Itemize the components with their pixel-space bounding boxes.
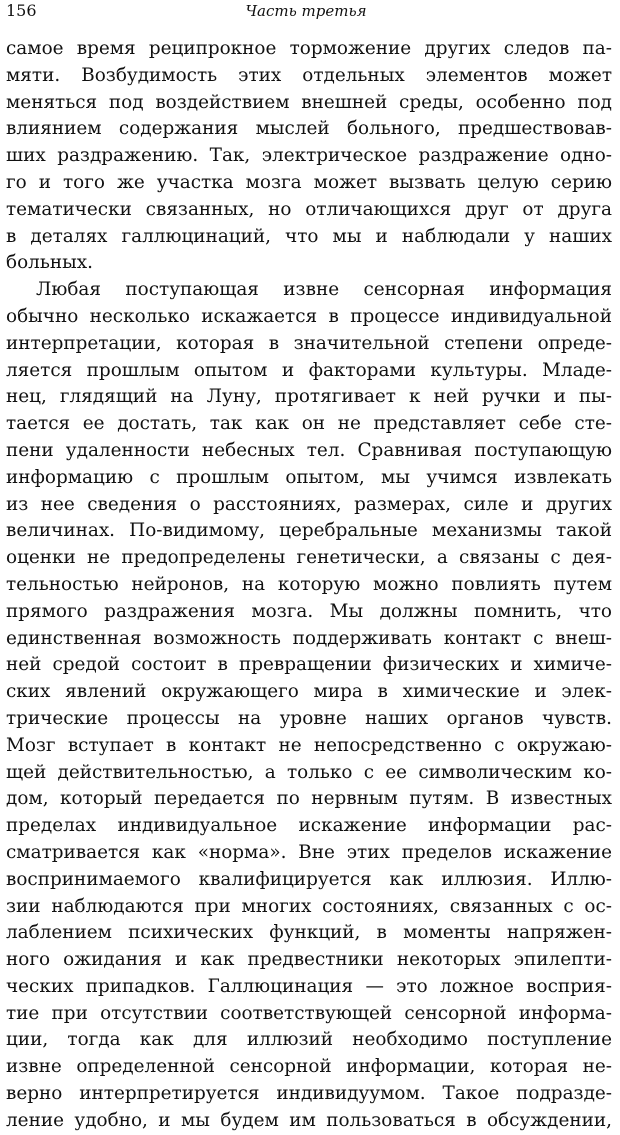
text-line: извне определенной сенсорной информации, которая не- [6, 1056, 612, 1078]
text-line: больных. [6, 252, 93, 274]
page-number: 156 [6, 1, 37, 20]
body-text [6, 36, 612, 1135]
text-line: единственная возможность поддерживать контакт с внеш- [6, 627, 612, 649]
text-line: воспринимаемого квалифицируется как иллюзия. Иллю- [6, 868, 612, 890]
text-line: лаблением психических функций, в моменты напряжен- [6, 922, 612, 944]
text-line: трические процессы на уровне наших органов чувств. [6, 707, 612, 729]
paragraph-1 [6, 36, 612, 277]
text-line: пени удаленности небесных тел. Сравнивая поступающую [6, 439, 612, 461]
text-line: величинах. По-видимому, церебральные механизмы такой [6, 520, 612, 542]
text-line: тельностью нейронов, на которую можно повлиять путем [6, 573, 612, 595]
text-line: ляется прошлым опытом и факторами культуры. Младе- [6, 359, 612, 381]
text-line: ческих припадков. Галлюцинация — это ложное восприя- [6, 975, 612, 997]
text-line: ции, тогда как для иллюзий необходимо поступление [6, 1029, 612, 1051]
running-head: Часть третья [245, 2, 367, 20]
text-line: тематически связанных, но отличающихся друг от друга [6, 198, 612, 220]
text-line: информацию с прошлым опытом, мы учимся извлекать [6, 466, 612, 488]
text-line: обычно несколько искажается в процессе индивидуальной [6, 305, 612, 327]
text-line: пределах индивидуальное искажение информации рас- [6, 815, 612, 837]
text-line: тие при отсутствии соответствующей сенсорной информа- [6, 1002, 612, 1024]
text-line: зии наблюдаются при многих состояниях, связанных с ос- [6, 895, 612, 917]
text-line: самое время реципрокное торможение других следов па- [6, 38, 612, 59]
text-line: оценки не предопределены генетически, а связаны с дея- [6, 547, 612, 569]
text-line: ление удобно, и мы будем им пользоваться в обсуждении, [6, 1109, 612, 1131]
text-line: дом, который передается по нервным путям. В известных [6, 788, 612, 810]
text-line: влиянием содержания мыслей больного, предшествовав- [6, 118, 612, 140]
page-header [6, 0, 606, 24]
text-line: нец, глядящий на Луну, протягивает к ней ручки и пы- [6, 386, 612, 408]
text-line: тается ее достать, так как он не представляет себе сте- [6, 413, 612, 435]
text-line: мяти. Возбудимость этих отдельных элементов может [6, 64, 612, 86]
text-line: Мозг вступает в контакт не непосредственно с окружаю- [6, 734, 612, 756]
text-line: прямого раздражения мозга. Мы должны помнить, что [6, 600, 612, 622]
text-line: ских явлений окружающего мира в химические и элек- [6, 681, 612, 703]
text-line: ного ожидания и как предвестники некоторых эпилепти- [6, 949, 612, 971]
text-line: сматривается как «норма». Вне этих пределов искажение [6, 841, 612, 863]
text-line: Любая поступающая извне сенсорная информация [36, 279, 612, 301]
text-line: ней средой состоит в превращении физических и химиче- [6, 654, 612, 676]
text-line: в деталях галлюцинаций, что мы и наблюдали у наших [6, 225, 612, 247]
text-line: верно интерпретируется индивидуумом. Такое подразде- [6, 1083, 612, 1105]
text-line: из нее сведения о расстояниях, размерах, силе и других [6, 493, 612, 515]
text-line: интерпретации, которая в значительной степени опреде- [6, 332, 612, 354]
text-line: меняться под воздействием внешней среды, особенно под [6, 91, 612, 113]
text-line: го и того же участка мозга может вызвать целую серию [6, 171, 612, 193]
text-line: щей действительностью, а только с ее символическим ко- [6, 761, 612, 783]
paragraph-2 [6, 277, 612, 1135]
text-line: ших раздражению. Так, электрическое раздражение одно- [6, 145, 612, 167]
